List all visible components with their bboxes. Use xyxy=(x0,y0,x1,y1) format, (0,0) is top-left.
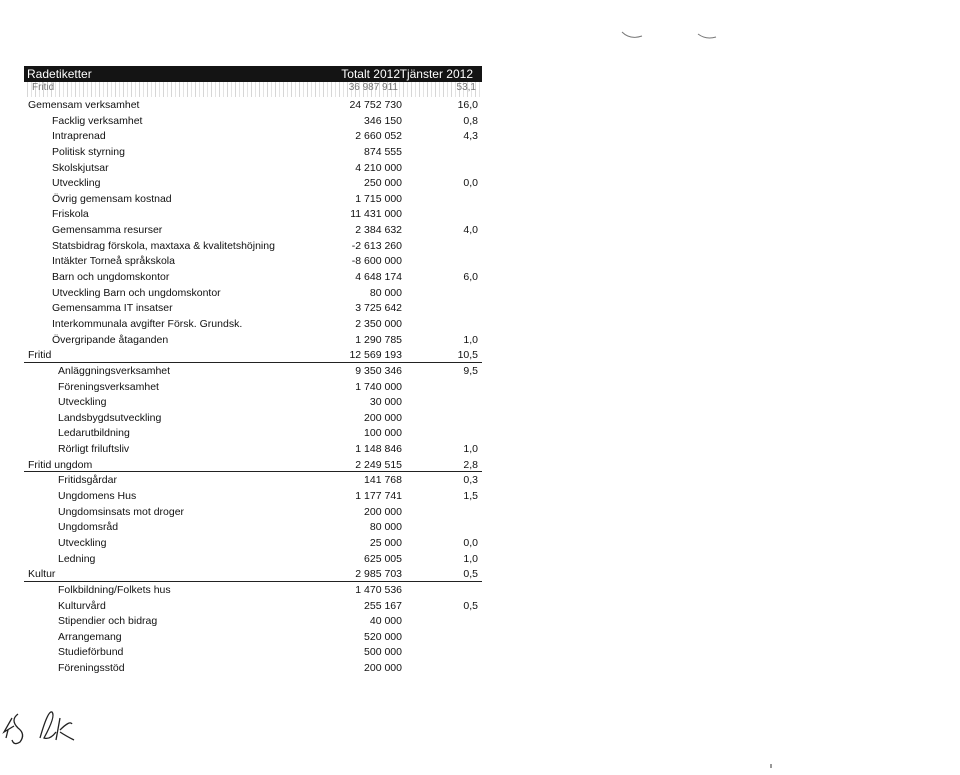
row-total: 200 000 xyxy=(364,662,402,675)
row-label: Barn och ungdomskontor xyxy=(52,271,170,284)
table-row xyxy=(24,191,482,207)
table-row xyxy=(24,300,482,316)
row-total: 24 752 730 xyxy=(349,99,402,111)
row-label: Utveckling xyxy=(52,177,101,190)
row-label: Kulturvård xyxy=(58,599,106,612)
table-row xyxy=(24,535,482,551)
obscured-row xyxy=(24,82,482,97)
row-total: 9 350 346 xyxy=(355,364,402,377)
row-label: Föreningsstöd xyxy=(58,662,125,675)
row-total: 625 005 xyxy=(364,552,402,565)
table-row xyxy=(24,457,482,473)
table-header xyxy=(24,66,482,82)
row-label: Skolskjutsar xyxy=(52,161,109,174)
row-services: 1,0 xyxy=(463,443,478,456)
table-row xyxy=(24,113,482,129)
row-label: Interkommunala avgifter Försk. Grundsk. xyxy=(52,317,243,330)
row-total: 2 660 052 xyxy=(355,130,402,143)
obscured-total: 36 987 911 xyxy=(348,82,398,93)
row-total: 12 569 193 xyxy=(349,349,402,362)
row-services: 1,0 xyxy=(463,333,478,346)
table-row xyxy=(24,222,482,238)
table-row xyxy=(24,441,482,457)
row-total: 346 150 xyxy=(364,114,402,127)
table-row xyxy=(24,347,482,363)
row-label: Gemensamma IT insatser xyxy=(52,302,173,315)
row-total: 2 350 000 xyxy=(355,317,402,330)
row-services: 0,3 xyxy=(463,474,478,487)
table-row xyxy=(24,425,482,441)
table-row xyxy=(24,551,482,567)
row-label: Stipendier och bidrag xyxy=(58,615,158,628)
row-label: Rörligt friluftsliv xyxy=(58,443,130,456)
row-total: 1 177 741 xyxy=(355,490,402,503)
table-row xyxy=(24,629,482,645)
row-label: Friskola xyxy=(52,208,89,221)
row-total: 3 725 642 xyxy=(355,302,402,315)
row-label: Fritid ungdom xyxy=(28,458,93,471)
row-total: 500 000 xyxy=(364,646,402,659)
row-total: 30 000 xyxy=(369,396,402,409)
row-label: Arrangemang xyxy=(58,630,122,643)
row-total: 11 431 000 xyxy=(350,208,402,221)
table-row xyxy=(24,238,482,254)
table-row xyxy=(24,206,482,222)
row-total: 200 000 xyxy=(364,505,402,518)
row-total: 1 740 000 xyxy=(355,380,402,393)
row-services: 0,8 xyxy=(463,114,478,127)
table-row xyxy=(24,379,482,395)
row-total: 1 148 846 xyxy=(355,443,402,456)
obscured-services: 53,1 xyxy=(456,82,476,93)
row-label: Ledning xyxy=(58,552,96,565)
table-row xyxy=(24,644,482,660)
table-row xyxy=(24,363,482,379)
table-row xyxy=(24,598,482,614)
row-total: 2 249 515 xyxy=(355,458,402,471)
table-row xyxy=(24,488,482,504)
handwritten-signature xyxy=(0,690,130,750)
row-label: Statsbidrag förskola, maxtaxa & kvalitetshöjning xyxy=(52,239,275,252)
row-label: Anläggningsverksamhet xyxy=(58,364,171,377)
row-services: 16,0 xyxy=(457,99,478,111)
table-row xyxy=(24,97,482,113)
row-total: 80 000 xyxy=(369,521,402,534)
row-total: 2 384 632 xyxy=(355,224,402,237)
row-label: Utveckling xyxy=(58,536,107,549)
table-row xyxy=(24,144,482,160)
table-row xyxy=(24,660,482,676)
row-total: 100 000 xyxy=(364,427,402,440)
header-row-labels: Radetiketter xyxy=(27,67,92,81)
table-row xyxy=(24,519,482,535)
row-label: Intäkter Torneå språkskola xyxy=(52,255,175,268)
row-services: 0,5 xyxy=(463,568,478,581)
table-row xyxy=(24,269,482,285)
header-services: Tjänster 2012 xyxy=(399,67,473,81)
row-total: -8 600 000 xyxy=(351,255,402,268)
table-row xyxy=(24,128,482,144)
row-label: Intraprenad xyxy=(52,130,106,143)
row-label: Ungdomens Hus xyxy=(58,490,137,503)
row-services: 0,5 xyxy=(463,599,478,612)
table-row xyxy=(24,472,482,488)
row-services: 0,0 xyxy=(463,536,478,549)
row-label: Utveckling Barn och ungdomskontor xyxy=(52,286,221,299)
table-row xyxy=(24,504,482,520)
row-label: Folkbildning/Folkets hus xyxy=(58,583,171,596)
table-row xyxy=(24,613,482,629)
row-label: Övergripande åtaganden xyxy=(52,333,169,346)
row-services: 0,0 xyxy=(463,177,478,190)
row-label: Ungdomsinsats mot droger xyxy=(58,505,185,518)
row-total: 80 000 xyxy=(369,286,402,299)
row-label: Gemensamma resurser xyxy=(52,224,163,237)
row-label: Fritid xyxy=(28,349,52,362)
row-label: Studieförbund xyxy=(58,646,124,659)
row-total: -2 613 260 xyxy=(351,239,402,252)
row-label: Facklig verksamhet xyxy=(52,114,143,127)
row-label: Ungdomsråd xyxy=(58,521,119,534)
row-services: 10,5 xyxy=(457,349,478,362)
row-services: 9,5 xyxy=(463,364,478,377)
table-row xyxy=(24,316,482,332)
row-total: 4 648 174 xyxy=(355,271,402,284)
row-total: 2 985 703 xyxy=(355,568,402,581)
table-row xyxy=(24,566,482,582)
table-row xyxy=(24,332,482,348)
row-total: 1 290 785 xyxy=(355,333,402,346)
table-row xyxy=(24,410,482,426)
row-label: Kultur xyxy=(28,568,56,581)
row-services: 1,5 xyxy=(463,490,478,503)
row-total: 4 210 000 xyxy=(355,161,402,174)
row-label: Ledarutbildning xyxy=(58,427,130,440)
row-total: 200 000 xyxy=(364,411,402,424)
row-total: 1 715 000 xyxy=(355,192,402,205)
row-total: 141 768 xyxy=(364,474,402,487)
budget-pivot-table xyxy=(24,66,482,676)
row-total: 25 000 xyxy=(369,536,402,549)
header-total: Totalt 2012 xyxy=(341,67,400,81)
row-total: 874 555 xyxy=(364,145,402,158)
table-row xyxy=(24,394,482,410)
scan-mark xyxy=(620,28,720,42)
obscured-label: Fritid xyxy=(32,82,55,93)
row-total: 255 167 xyxy=(364,599,402,612)
row-total: 520 000 xyxy=(364,630,402,643)
row-total: 1 470 536 xyxy=(355,583,402,596)
row-label: Politisk styrning xyxy=(52,145,125,158)
table-row xyxy=(24,160,482,176)
table-row xyxy=(24,582,482,598)
row-label: Föreningsverksamhet xyxy=(58,380,159,393)
table-row xyxy=(24,285,482,301)
row-total: 40 000 xyxy=(369,615,402,628)
row-label: Fritidsgårdar xyxy=(58,474,117,487)
row-label: Utveckling xyxy=(58,396,107,409)
row-label: Övrig gemensam kostnad xyxy=(52,192,172,205)
row-services: 6,0 xyxy=(463,271,478,284)
scan-dot xyxy=(770,764,772,768)
row-services: 4,0 xyxy=(463,224,478,237)
row-services: 1,0 xyxy=(463,552,478,565)
row-services: 2,8 xyxy=(463,458,478,471)
table-row xyxy=(24,175,482,191)
table-row xyxy=(24,253,482,269)
row-label: Landsbygdsutveckling xyxy=(58,411,162,424)
row-label: Gemensam verksamhet xyxy=(28,99,140,111)
row-total: 250 000 xyxy=(364,177,402,190)
row-services: 4,3 xyxy=(463,130,478,143)
table-body xyxy=(24,97,482,676)
